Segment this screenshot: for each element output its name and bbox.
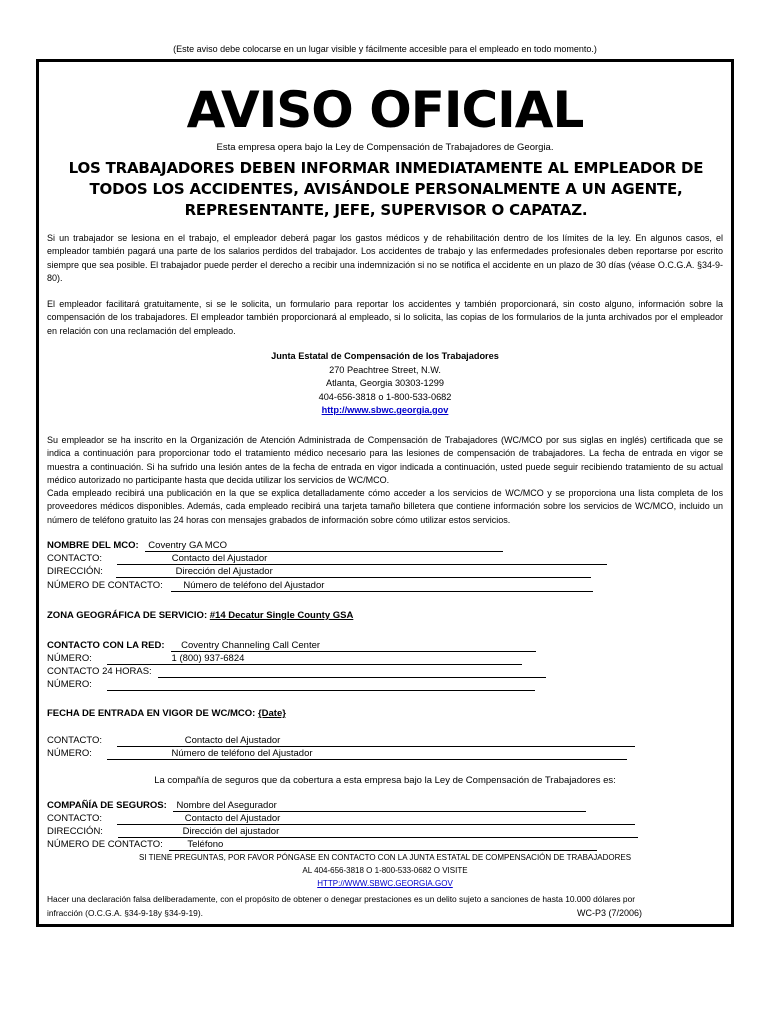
insurer-company-value: Nombre del Asegurador [173,800,586,812]
notice-subtitle: Esta empresa opera bajo la Ley de Compensación de Trabajadores de Georgia. [216,142,554,153]
mco-name-row: NOMBRE DEL MCO: Coventry GA MCO [47,540,503,552]
insurer-contact-row: CONTACTO: Contacto del Ajustador [47,813,635,825]
service-zone-row: ZONA GEOGRÁFICA DE SERVICIO: #14 Decatur Single County GSA [47,610,354,621]
footer-website-link[interactable]: HTTP://WWW.SBWC.GEORGIA.GOV [317,879,453,888]
paragraph-injury: Si un trabajador se lesiona en el trabajo, el empleador deberá pagar los gastos médicos y de rehabilitación dentro de los límites de la ley. En algunos casos, el empleador también pagará una parte de los salarios perdidos del trabajador. Los accidentes de trabajo y las enfermedades profesionales deben reportarse por escrito siempre que sea posible. El trabajador puede perder el derecho a recibir una indemnización si no se notifica el accidente en un plazo de 30 días (véase O.C.G.A. §34-9-80). [47,233,723,284]
board-street: 270 Peachtree Street, N.W. [329,364,441,375]
insurer-phone-value: Teléfono [169,839,597,851]
notice-frame [36,59,734,927]
network-contact-value: Coventry Channeling Call Center [171,640,536,652]
paragraph-mco: Su empleador se ha inscrito en la Organización de Atención Administrada de Compensación de Trabajadores (WC/MCO por sus siglas en inglés) certificada que se indica a continuación para proporcionar todo el tratamiento médico necesario para las lesiones de compensación de trabajadores. La fecha de entrada en vigor se muestra a continuación. Si ha sufrido una lesión antes de la fecha de entrada en vigor indicada a continuación, usted puede seguir recibiendo tratamiento de su actual médico autorizado no participante hasta que decida utilizar los servicios de WC/MCO. [47,435,723,486]
network-number-row: NÚMERO: 1 (800) 937-6824 [47,653,522,665]
insurer-company-row: COMPAÑÍA DE SEGUROS: Nombre del Asegurador [47,800,586,812]
mco-address-row: DIRECCIÓN: Dirección del Ajustador [47,566,591,578]
network-number2-value [107,679,535,691]
paragraph-publication: Cada empleado recibirá una publicación en la que se explica detalladamente cómo acceder a los servicios de WC/MCO y se proporciona una lista completa de los proveedores médicos disponibles. Además, cada empleado recibirá una tarjeta tamaño billetera que contiene información sobre los servicios de WC/MCO, incluido un número de teléfono gratuito las 24 horas con mensajes grabados de información sobre cómo utilizar estos servicios. [47,488,723,525]
mco-name-value: Coventry GA MCO [145,540,503,552]
notice-title: AVISO OFICIAL [186,81,584,139]
effective-date-value: {Date} [257,708,286,719]
mco-contact-value: Contacto del Ajustador [117,553,607,565]
insurer-contact-value: Contacto del Ajustador [117,813,635,825]
adjuster-contact-row: CONTACTO: Contacto del Ajustador [47,735,635,747]
posting-instruction: (Este aviso debe colocarse en un lugar visible y fácilmente accesible para el empleado en todo momento.) [173,44,597,54]
service-zone-value: #14 Decatur Single County GSA [209,610,354,621]
insurer-address-value: Dirección del ajustador [118,826,638,838]
mco-contact-row: CONTACTO: Contacto del Ajustador [47,553,607,565]
network-number-value: 1 (800) 937-6824 [107,653,522,665]
board-city: Atlanta, Georgia 30303-1299 [326,378,444,388]
mco-phone-value: Número de teléfono del Ajustador [171,580,593,592]
adjuster-number-row: NÚMERO: Número de teléfono del Ajustador [47,748,627,760]
insurer-intro: La compañía de seguros que da cobertura a esta empresa bajo la Ley de Compensación de Trabajadores es: [154,775,616,786]
board-name: Junta Estatal de Compensación de los Trabajadores [271,351,499,361]
network-24h-row: CONTACTO 24 HORAS: [47,666,546,678]
footer-phones: AL 404-656-3818 O 1-800-533-0682 O VISITE [302,866,468,875]
effective-date-row: FECHA DE ENTRADA EN VIGOR DE WC/MCO: {Date} [47,708,286,719]
mco-phone-row: NÚMERO DE CONTACTO: Número de teléfono del Ajustador [47,580,593,592]
form-code: WC-P3 (7/2006) [577,908,643,918]
notice-headline: LOS TRABAJADORES DEBEN INFORMAR INMEDIATAMENTE AL EMPLEADOR DE TODOS LOS ACCIDENTES, AVISÁNDOLE PERSONALMENTE A UN AGENTE, REPRESENTANTE, JEFE, SUPERVISOR O CAPATAZ. [68,159,704,219]
insurer-phone-row: NÚMERO DE CONTACTO: Teléfono [47,839,597,851]
board-phones: 404-656-3818 o 1-800-533-0682 [318,391,452,402]
paragraph-forms: El empleador facilitará gratuitamente, si se le solicita, un formulario para reportar los accidentes y también proporcionará, sin costo alguno, información sobre la compensación de los trabajadores. El empleador también proporcionará al empleado, si lo solicita, las copias de los formularios de la junta archivados por el empleador en relación con una reclamación del empleado. [47,299,723,336]
insurer-address-row: DIRECCIÓN: Dirección del ajustador [47,826,638,838]
board-address [39,350,731,418]
board-website-link[interactable]: http://www.sbwc.georgia.gov [321,405,449,415]
footer-warning-line2: infracción (O.C.G.A. §34-9-18y §34-9-19). [47,908,203,918]
network-contact-row: CONTACTO CON LA RED: Coventry Channeling Call Center [47,640,536,652]
network-24h-value [158,666,546,678]
adjuster-number-value: Número de teléfono del Ajustador [107,748,627,760]
adjuster-contact-value: Contacto del Ajustador [117,735,635,747]
footer-warning-line1: Hacer una declaración falsa deliberadamente, con el propósito de obtener o denegar prestaciones es un delito sujeto a sanciones de hasta 10.000 dólares por [47,894,636,904]
footer-questions: SI TIENE PREGUNTAS, POR FAVOR PÓNGASE EN CONTACTO CON LA JUNTA ESTATAL DE COMPENSACIÓN DE TRABAJADORES [138,853,632,862]
network-number2-row: NÚMERO: [47,679,535,691]
mco-address-value: Dirección del Ajustador [116,566,591,578]
